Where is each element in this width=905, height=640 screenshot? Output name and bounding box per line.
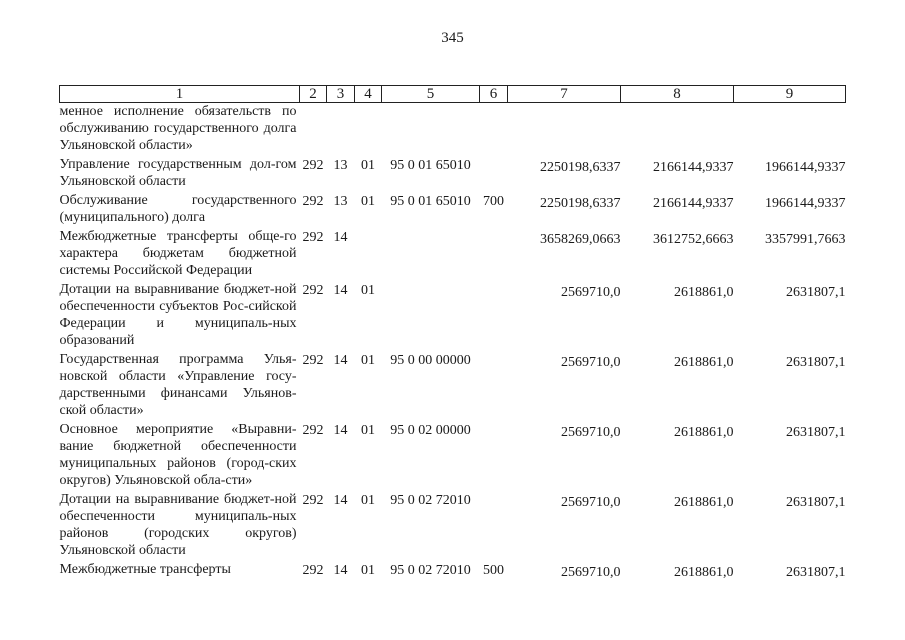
- expense-type-cell: 700: [483, 194, 504, 209]
- section-cell: 14: [333, 493, 348, 508]
- amount-col7-cell: 2250198,6337: [540, 196, 621, 211]
- admin-code-cell: [300, 103, 327, 157]
- admin-code-cell: 292: [302, 158, 324, 173]
- amount-col9-cell: 2631807,1: [786, 495, 846, 510]
- budget-table: [59, 85, 846, 583]
- section-cell: 14: [333, 353, 348, 368]
- section-cell: [327, 103, 355, 157]
- amount-col8-cell: 2618861,0: [674, 565, 734, 580]
- section-cell: 14: [333, 283, 348, 298]
- table-row: [60, 421, 846, 491]
- column-header: 1: [60, 86, 300, 103]
- table-row: [60, 156, 846, 192]
- table-row: [60, 281, 846, 351]
- admin-code-cell: 292: [302, 353, 324, 368]
- table-row: [60, 103, 846, 157]
- section-cell: 14: [333, 563, 348, 578]
- amount-col8-cell: 3612752,6663: [653, 232, 734, 247]
- target-article-cell: 95 0 01 65010: [390, 158, 471, 173]
- subsection-cell: 01: [361, 353, 375, 368]
- subsection-cell: [355, 103, 382, 157]
- expense-type-cell: [480, 421, 508, 491]
- expense-type-cell: [480, 491, 508, 561]
- table-body: [60, 103, 846, 584]
- column-header: 9: [734, 86, 846, 103]
- amount-col7-cell: 2569710,0: [561, 355, 621, 370]
- subsection-cell: 01: [361, 158, 375, 173]
- subsection-cell: [355, 228, 382, 281]
- target-article-cell: 95 0 02 72010: [390, 493, 471, 508]
- admin-code-cell: 292: [302, 423, 324, 438]
- expense-type-cell: [480, 156, 508, 192]
- subsection-cell: 01: [361, 283, 375, 298]
- admin-code-cell: 292: [302, 563, 324, 578]
- amount-col8-cell: [621, 103, 734, 157]
- amount-col7-cell: 2569710,0: [561, 495, 621, 510]
- target-article-cell: 95 0 02 72010: [390, 563, 471, 578]
- amount-col9-cell: 2631807,1: [786, 425, 846, 440]
- row-name-cell: Основное мероприятие «Выравни-вание бюджетной обеспеченности муниципальных районов (город-ских округов) Ульяновской обла-сти»: [59, 422, 297, 488]
- column-header: 3: [327, 86, 355, 103]
- expense-type-cell: 500: [483, 563, 504, 578]
- header-row: [60, 86, 846, 103]
- amount-col9-cell: 2631807,1: [786, 285, 846, 300]
- amount-col8-cell: 2166144,9337: [653, 160, 734, 175]
- admin-code-cell: 292: [302, 283, 324, 298]
- amount-col9-cell: 1966144,9337: [765, 160, 846, 175]
- target-article-cell: 95 0 02 00000: [390, 423, 471, 438]
- column-header: 8: [621, 86, 734, 103]
- amount-col9-cell: 3357991,7663: [765, 232, 846, 247]
- column-header: 7: [508, 86, 621, 103]
- row-name-cell: Межбюджетные трансферты обще-го характера бюджетам бюджетной системы Российской Федерации: [59, 229, 297, 278]
- amount-col8-cell: 2618861,0: [674, 425, 734, 440]
- target-article-cell: [382, 103, 480, 157]
- subsection-cell: 01: [361, 194, 375, 209]
- amount-col9-cell: 2631807,1: [786, 355, 846, 370]
- row-name-cell: менное исполнение обязательств по обслуживанию государственного долга Ульяновской области»: [59, 104, 297, 153]
- column-header: 4: [355, 86, 382, 103]
- table-row: [60, 228, 846, 281]
- amount-col7-cell: 2569710,0: [561, 425, 621, 440]
- amount-col7-cell: 2569710,0: [561, 565, 621, 580]
- amount-col7-cell: 2569710,0: [561, 285, 621, 300]
- expense-type-cell: [480, 281, 508, 351]
- section-cell: 13: [333, 158, 348, 173]
- column-header: 5: [382, 86, 480, 103]
- admin-code-cell: 292: [302, 194, 324, 209]
- row-name-cell: Межбюджетные трансферты: [59, 562, 231, 577]
- subsection-cell: 01: [361, 493, 375, 508]
- row-name-cell: Дотации на выравнивание бюджет-ной обеспеченности муниципаль-ных районов (городских округов) Ульяновской области: [59, 492, 297, 558]
- amount-col9-cell: 1966144,9337: [765, 196, 846, 211]
- table-row: [60, 491, 846, 561]
- admin-code-cell: 292: [302, 230, 324, 245]
- section-cell: 14: [333, 423, 348, 438]
- amount-col9-cell: 2631807,1: [786, 565, 846, 580]
- expense-type-cell: [480, 103, 508, 157]
- section-cell: 13: [333, 194, 348, 209]
- amount-col7-cell: 2250198,6337: [540, 160, 621, 175]
- table-row: [60, 561, 846, 583]
- amount-col8-cell: 2166144,9337: [653, 196, 734, 211]
- admin-code-cell: 292: [302, 493, 324, 508]
- table-row: [60, 351, 846, 421]
- target-article-cell: [382, 281, 480, 351]
- expense-type-cell: [480, 228, 508, 281]
- table-row: [60, 192, 846, 228]
- target-article-cell: 95 0 01 65010: [390, 194, 471, 209]
- subsection-cell: 01: [361, 423, 375, 438]
- page-number: 345: [441, 30, 464, 46]
- amount-col8-cell: 2618861,0: [674, 285, 734, 300]
- column-header: 6: [480, 86, 508, 103]
- expense-type-cell: [480, 351, 508, 421]
- row-name-cell: Государственная программа Улья-новской области «Управление госу-дарственными финансами Ульянов-ской области»: [59, 352, 297, 418]
- section-cell: 14: [333, 230, 348, 245]
- amount-col9-cell: [734, 103, 846, 157]
- amount-col8-cell: 2618861,0: [674, 355, 734, 370]
- row-name-cell: Управление государственным дол-гом Ульяновской области: [59, 157, 297, 189]
- amount-col8-cell: 2618861,0: [674, 495, 734, 510]
- amount-col7-cell: [508, 103, 621, 157]
- row-name-cell: Обслуживание государственного (муниципального) долга: [59, 193, 297, 225]
- row-name-cell: Дотации на выравнивание бюджет-ной обеспеченности субъектов Рос-сийской Федерации и муниципаль-ных образований: [59, 282, 297, 348]
- subsection-cell: 01: [361, 563, 375, 578]
- target-article-cell: 95 0 00 00000: [390, 353, 471, 368]
- amount-col7-cell: 3658269,0663: [540, 232, 621, 247]
- column-header: 2: [300, 86, 327, 103]
- target-article-cell: [382, 228, 480, 281]
